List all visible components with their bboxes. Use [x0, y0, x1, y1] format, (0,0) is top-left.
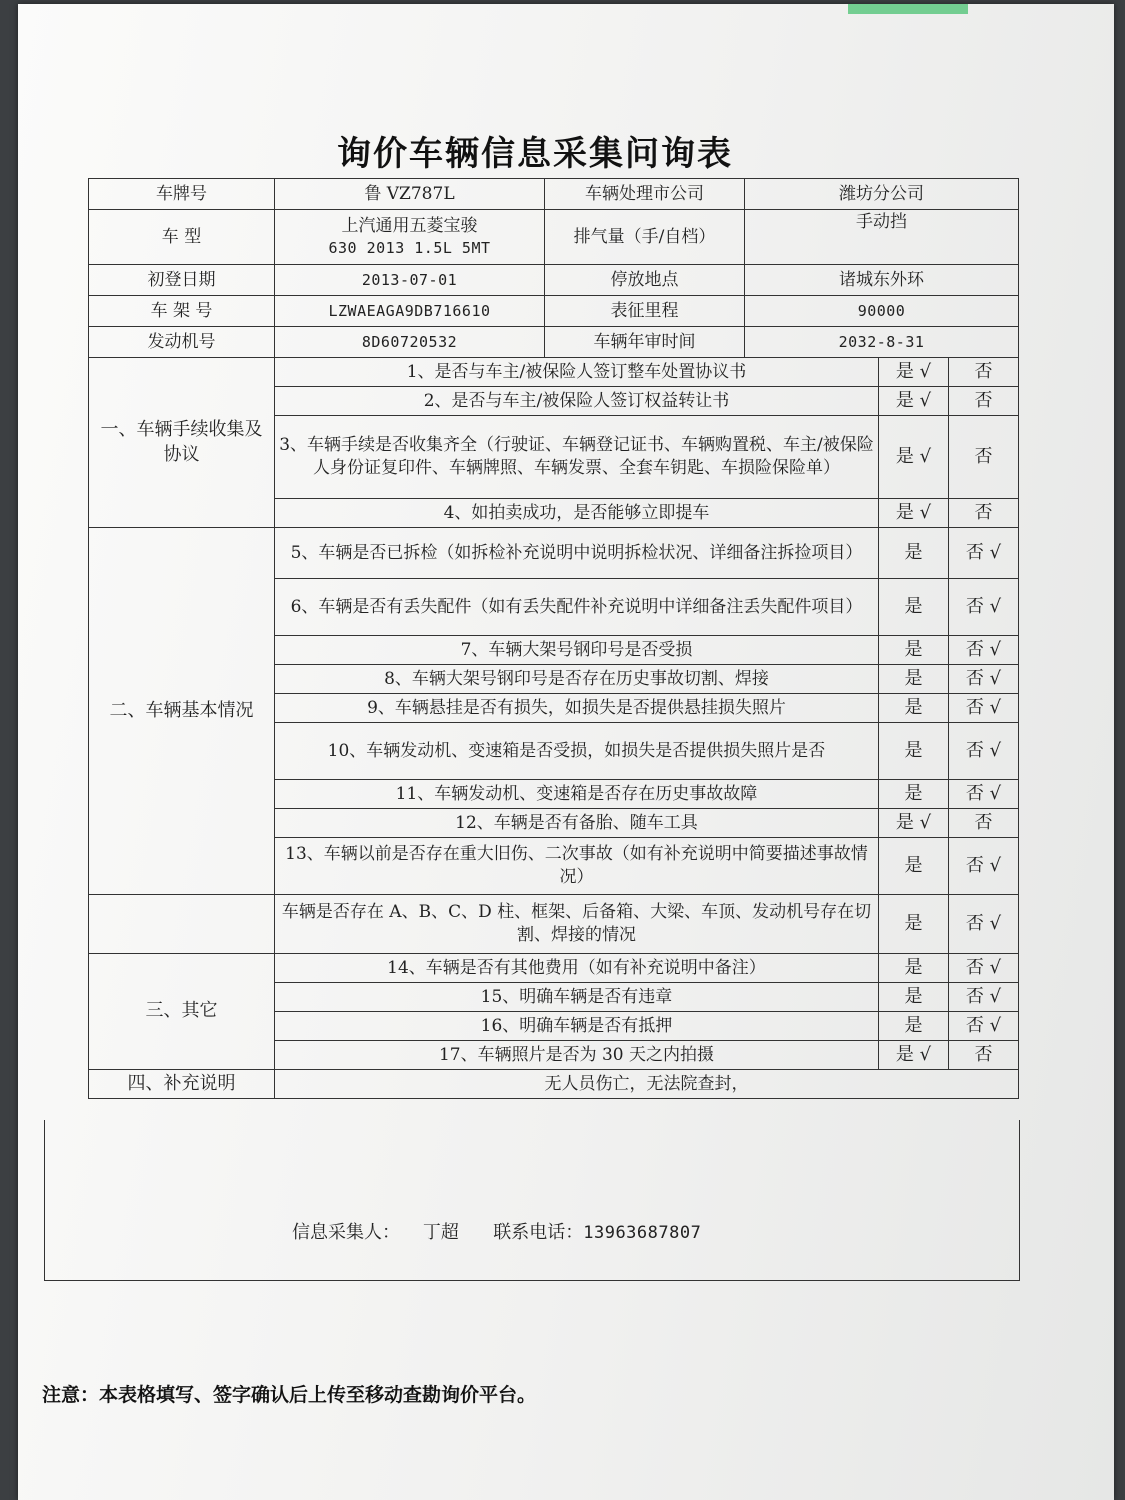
inspection-value: 2032-8-31	[745, 327, 1019, 358]
question-text: 13、车辆以前是否存在重大旧伤、二次事故（如有补充说明中简要描述事故情况）	[275, 838, 879, 895]
answer-yes: 是	[879, 665, 949, 694]
table-row	[89, 358, 1019, 387]
table-row	[89, 895, 1019, 954]
table-row	[89, 1070, 1019, 1099]
background-glow	[848, 4, 968, 14]
inspection-label: 车辆年审时间	[545, 327, 745, 358]
answer-yes: 是	[879, 694, 949, 723]
answer-yes: 是 √	[879, 358, 949, 387]
question-text: 15、明确车辆是否有违章	[275, 983, 879, 1012]
answer-no: 否 √	[949, 579, 1019, 636]
question-text: 7、车辆大架号钢印号是否受损	[275, 636, 879, 665]
answer-no: 否 √	[949, 636, 1019, 665]
answer-no: 否	[949, 387, 1019, 416]
engine-value: 8D60720532	[275, 327, 545, 358]
answer-yes: 是 √	[879, 499, 949, 528]
answer-yes: 是 √	[879, 387, 949, 416]
answer-no: 否 √	[949, 954, 1019, 983]
question-text: 车辆是否存在 A、B、C、D 柱、框架、后备箱、大梁、车顶、发动机号存在切割、焊接的情况	[275, 895, 879, 954]
question-text: 17、车辆照片是否为 30 天之内拍摄	[275, 1041, 879, 1070]
row-model	[89, 210, 1019, 265]
model-value-line1: 上汽通用五菱宝骏	[341, 216, 478, 237]
row-engine	[89, 327, 1019, 358]
section-3-label: 三、其它	[89, 954, 275, 1070]
table-row	[89, 954, 1019, 983]
parking-value: 诸城东外环	[745, 265, 1019, 296]
model-value-line2: 630 2013 1.5L 5MT	[328, 239, 491, 258]
question-text: 16、明确车辆是否有抵押	[275, 1012, 879, 1041]
answer-no: 否 √	[949, 838, 1019, 895]
answer-yes: 是	[879, 528, 949, 579]
inquiry-table	[88, 178, 1019, 1099]
parking-label: 停放地点	[545, 265, 745, 296]
answer-no: 否 √	[949, 694, 1019, 723]
answer-no: 否 √	[949, 723, 1019, 780]
phone-value: 13963687807	[583, 1223, 702, 1243]
answer-yes: 是	[879, 579, 949, 636]
question-text: 2、是否与车主/被保险人签订权益转让书	[275, 387, 879, 416]
gearbox-label: 排气量（手/自档）	[545, 210, 745, 265]
engine-label: 发动机号	[89, 327, 275, 358]
section-1-label: 一、车辆手续收集及协议	[89, 358, 275, 528]
answer-yes: 是 √	[879, 1041, 949, 1070]
vin-value: LZWAEAGA9DB716610	[275, 296, 545, 327]
section-2-label: 二、车辆基本情况	[89, 528, 275, 895]
answer-no: 否 √	[949, 780, 1019, 809]
answer-no: 否 √	[949, 1012, 1019, 1041]
answer-yes: 是	[879, 895, 949, 954]
question-text: 1、是否与车主/被保险人签订整车处置协议书	[275, 358, 879, 387]
collector-label: 信息采集人：	[292, 1222, 400, 1243]
gearbox-value: 手动挡	[745, 210, 1019, 265]
question-text: 14、车辆是否有其他费用（如有补充说明中备注）	[275, 954, 879, 983]
collector-name: 丁超	[422, 1222, 459, 1243]
model-value	[275, 210, 545, 265]
question-text: 9、车辆悬挂是否有损失，如损失是否提供悬挂损失照片	[275, 694, 879, 723]
answer-no: 否	[949, 358, 1019, 387]
company-label: 车辆处理市公司	[545, 179, 745, 210]
company-value: 潍坊分公司	[745, 179, 1019, 210]
answer-yes: 是	[879, 723, 949, 780]
answer-no: 否	[949, 1041, 1019, 1070]
answer-no: 否 √	[949, 665, 1019, 694]
model-label: 车 型	[89, 210, 275, 265]
section-empty-cell	[89, 895, 275, 954]
question-text: 6、车辆是否有丢失配件（如有丢失配件补充说明中详细备注丢失配件项目）	[275, 579, 879, 636]
question-text: 12、车辆是否有备胎、随车工具	[275, 809, 879, 838]
mileage-value: 90000	[745, 296, 1019, 327]
row-reg-date	[89, 265, 1019, 296]
plate-value: 鲁 VZ787L	[275, 179, 545, 210]
question-text: 11、车辆发动机、变速箱是否存在历史事故故障	[275, 780, 879, 809]
footer-note: 注意：本表格填写、签字确认后上传至移动查勘询价平台。	[42, 1384, 537, 1406]
answer-yes: 是	[879, 1012, 949, 1041]
reg-date-value: 2013-07-01	[275, 265, 545, 296]
supplement-text: 无人员伤亡，无法院查封，	[275, 1070, 1019, 1099]
section-4-label: 四、补充说明	[89, 1070, 275, 1099]
answer-no: 否	[949, 499, 1019, 528]
signature-line	[292, 1218, 701, 1244]
answer-no: 否 √	[949, 895, 1019, 954]
question-text: 10、车辆发动机、变速箱是否受损，如损失是否提供损失照片是否	[275, 723, 879, 780]
table-row	[89, 528, 1019, 579]
answer-yes: 是	[879, 838, 949, 895]
answer-yes: 是	[879, 780, 949, 809]
question-text: 5、车辆是否已拆检（如拆检补充说明中说明拆检状况、详细备注拆捡项目）	[275, 528, 879, 579]
answer-no: 否 √	[949, 983, 1019, 1012]
answer-no: 否	[949, 809, 1019, 838]
reg-date-label: 初登日期	[89, 265, 275, 296]
phone-label: 联系电话：	[493, 1222, 584, 1243]
vin-label: 车 架 号	[89, 296, 275, 327]
answer-no: 否 √	[949, 528, 1019, 579]
question-text: 4、如拍卖成功，是否能够立即提车	[275, 499, 879, 528]
answer-yes: 是 √	[879, 809, 949, 838]
row-vin	[89, 296, 1019, 327]
answer-yes: 是 √	[879, 416, 949, 499]
question-text: 8、车辆大架号钢印号是否存在历史事故切割、焊接	[275, 665, 879, 694]
plate-label: 车牌号	[89, 179, 275, 210]
answer-no: 否	[949, 416, 1019, 499]
row-plate	[89, 179, 1019, 210]
answer-yes: 是	[879, 983, 949, 1012]
form-title: 询价车辆信息采集问询表	[337, 134, 733, 174]
mileage-label: 表征里程	[545, 296, 745, 327]
answer-yes: 是	[879, 954, 949, 983]
signature-box	[44, 1120, 1020, 1281]
answer-yes: 是	[879, 636, 949, 665]
question-text: 3、车辆手续是否收集齐全（行驶证、车辆登记证书、车辆购置税、车主/被保险人身份证复印件、车辆牌照、车辆发票、全套车钥匙、车损险保险单）	[275, 416, 879, 499]
